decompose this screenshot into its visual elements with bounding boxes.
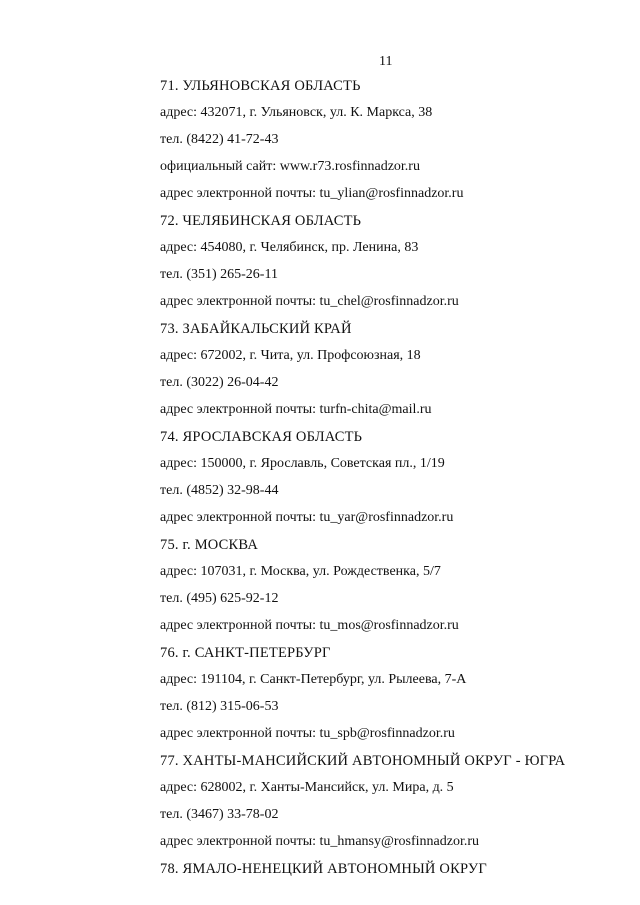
contact-entry <box>160 644 630 752</box>
address-line: адрес: 150000, г. Ярославль, Советская пл., 1/19 <box>160 456 445 471</box>
address-line: адрес: 454080, г. Челябинск, пр. Ленина, 83 <box>160 240 419 255</box>
contact-entry <box>160 860 630 887</box>
phone-line: тел. (3467) 33-78-02 <box>160 807 279 822</box>
region-heading: 73. ЗАБАЙКАЛЬСКИЙ КРАЙ <box>160 321 352 337</box>
email-line: адрес электронной почты: tu_spb@rosfinnadzor.ru <box>160 726 455 741</box>
contact-entry <box>160 77 630 212</box>
region-heading: 75. г. МОСКВА <box>160 537 259 553</box>
email-line: адрес электронной почты: tu_hmansy@rosfinnadzor.ru <box>160 834 480 849</box>
region-heading: 76. г. САНКТ-ПЕТЕРБУРГ <box>160 645 331 661</box>
contact-entry <box>160 212 630 320</box>
email-line: адрес электронной почты: tu_mos@rosfinnadzor.ru <box>160 618 459 633</box>
phone-line: тел. (4852) 32-98-44 <box>160 483 279 498</box>
region-heading: 74. ЯРОСЛАВСКАЯ ОБЛАСТЬ <box>160 429 363 445</box>
email-line: адрес электронной почты: tu_ylian@rosfinnadzor.ru <box>160 186 464 201</box>
contact-entry <box>160 320 630 428</box>
contact-list <box>160 77 630 887</box>
contact-entry <box>160 536 630 644</box>
website-line: официальный сайт: www.r73.rosfinnadzor.ru <box>160 159 420 174</box>
phone-line: тел. (495) 625-92-12 <box>160 591 279 606</box>
phone-line: тел. (812) 315-06-53 <box>160 699 279 714</box>
region-heading: 77. ХАНТЫ-МАНСИЙСКИЙ АВТОНОМНЫЙ ОКРУГ - ЮГРА <box>160 753 566 769</box>
address-line: адрес: 628002, г. Ханты-Мансийск, ул. Мира, д. 5 <box>160 780 454 795</box>
phone-line: тел. (8422) 41-72-43 <box>160 132 279 147</box>
region-heading: 72. ЧЕЛЯБИНСКАЯ ОБЛАСТЬ <box>160 213 362 229</box>
address-line: адрес: 191104, г. Санкт-Петербург, ул. Рылеева, 7-А <box>160 672 467 687</box>
address-line: адрес: 107031, г. Москва, ул. Рождественка, 5/7 <box>160 564 441 579</box>
address-line: адрес: 672002, г. Чита, ул. Профсоюзная, 18 <box>160 348 421 363</box>
email-line: адрес электронной почты: tu_chel@rosfinnadzor.ru <box>160 294 459 309</box>
contact-entry <box>160 752 630 860</box>
contact-entry <box>160 428 630 536</box>
email-line: адрес электронной почты: tu_yar@rosfinnadzor.ru <box>160 510 454 525</box>
phone-line: тел. (351) 265-26-11 <box>160 267 278 282</box>
email-line: адрес электронной почты: turfn-chita@mail.ru <box>160 402 432 417</box>
region-heading: 78. ЯМАЛО-НЕНЕЦКИЙ АВТОНОМНЫЙ ОКРУГ <box>160 861 487 877</box>
region-heading: 71. УЛЬЯНОВСКАЯ ОБЛАСТЬ <box>160 78 361 94</box>
phone-line: тел. (3022) 26-04-42 <box>160 375 279 390</box>
address-line: адрес: 432071, г. Ульяновск, ул. К. Маркса, 38 <box>160 105 433 120</box>
page-number: 11 <box>379 54 393 69</box>
